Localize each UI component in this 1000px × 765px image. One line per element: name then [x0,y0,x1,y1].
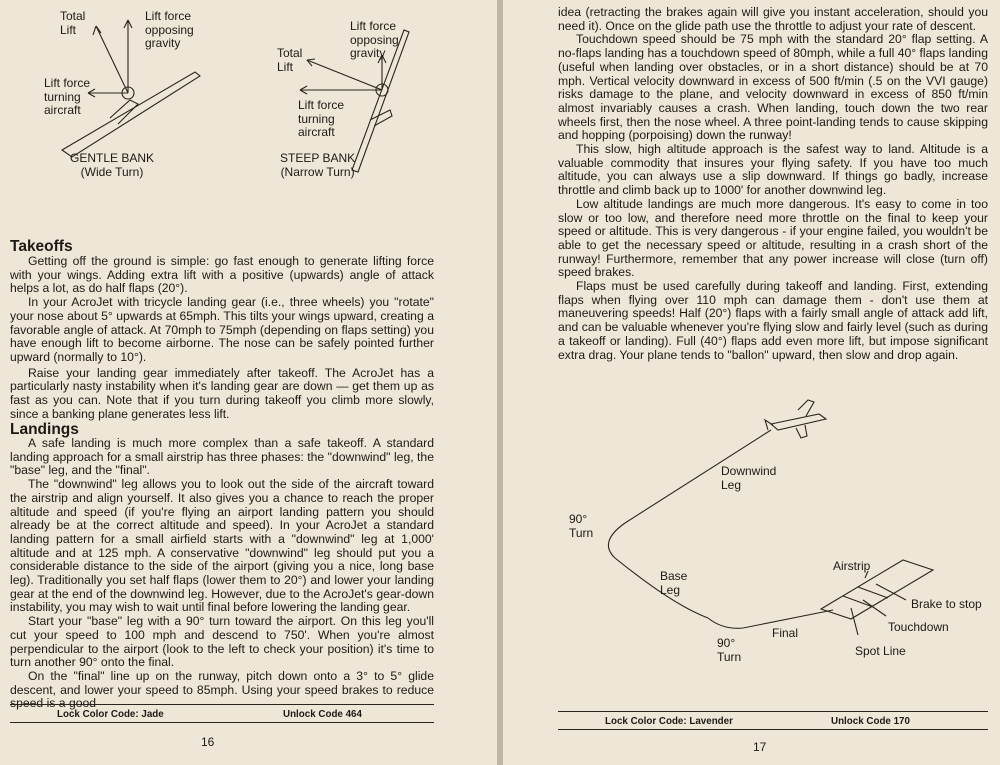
upper-turn-path [608,523,625,558]
gentle-bank-caption: GENTLE BANK (Wide Turn) [70,151,155,179]
landings-paragraph-4: On the "final" line up on the runway, pitch down onto a 3° to 5° glide descent, and lower your speed to 85mph. Using your speed brakes to reduce speed is a good [10,668,434,711]
page-number: 16 [201,735,215,749]
spot-line-label: Spot Line [855,644,906,658]
brake-to-stop-label: Brake to stop [911,597,982,611]
downwind-leg-label: Downwind Leg [721,464,777,492]
right-paragraph-4: Flaps must be used carefully during takeoff and landing. First, extending flaps when flying over 110 mph can damage them - don't use them at maneuvering speeds! Half (20°) flaps with a fairly small angle of attack add lift, and can be valuable whenever you're flying slow and fairly level (such as during a takeoff or landing). Full (40°) flaps add even more lift, but impose significant extra drag. Your plane tends to "ballon" upward, then slow and drop again. [558,279,988,362]
left-page [0,0,497,765]
gentle-lift-turning-label: Lift force turning aircraft [44,76,91,117]
unlock-code: Unlock Code 170 [831,716,910,727]
final-label: Final [772,626,799,640]
steep-bank-caption: STEEP BANK (Narrow Turn) [280,151,356,179]
landings-heading: Landings [10,421,79,438]
gentle-total-lift-label: Total Lift [60,9,86,37]
airstrip-label: Airstrip [833,559,871,573]
landings-paragraph-2: The "downwind" leg allows you to look out the side of the aircraft toward the airstrip and align yourself. It also gives you a chance to reach the proper altitude and speed (if you're flying an airport landing pattern you should already be at the correct altitude and speed). In your AcroJet a standard landing pattern for a small airfield starts with a "downwind" leg at 1,000' altitude and at 125 mph. A conservative "downwind" leg should put you a considerable distance to the side of the airport (giving you a nice, long base leg). Traditionally you set half flaps (lower them to 20°) and lower your landing gear at the end of the downwind leg. However, due to the AcroJet's gear-down instability, you may wish to wait until final before lowering the landing gear. [10,477,434,615]
landings-paragraph-3: Start your "base" leg with a 90° turn toward the airport. On this leg you'll cut your speed to 100 mph and descend to 750'. When you're almost perpendicular to the airport (look to the left to check your position) it's time to turn another 90° onto the final. [10,614,434,670]
base-leg-label: Base Leg [660,569,688,597]
touchdown-label: Touchdown [888,620,949,634]
landings-section [10,437,434,711]
takeoffs-heading: Takeoffs [10,238,73,255]
gentle-lift-opposing-label: Lift force opposing gravity [145,9,194,50]
landing-pattern-diagram [503,390,1000,690]
takeoffs-section [10,255,434,421]
final-leg-path [708,610,833,628]
upper-turn-label: 90° Turn [569,512,594,540]
steep-lift-opposing-label: Lift force opposing gravity [350,19,399,60]
right-paragraph-1: Touchdown speed should be 75 mph with the standard 20° flap setting. A no-flaps landing has a touchdown speed of 80mph, while a full 40° flaps landing (useful when landing over obstacles, or in a short distance) should be at 70 mph. Vertical velocity downward in excess of 500 ft/min (.5 on the VVI gauge) risks damage to the plane, and velocity downward in excess of 850 ft/min almost invariably causes a crash. When landing, touch down the two rear wheels first, then the nose wheel. A three point-landing tends to cause skipping and hopping (porpoising) down the runway! [558,32,988,143]
right-paragraph-3: Low altitude landings are much more dangerous. It's easy to come in too slow or too low, and therefore need more throttle on the final to keep your speed or altitude. This is very dangerous - if your engine failed, you wouldn't be able to get the necessary speed or altitude, resulting in a crash short of the runway! Furthermore, remember that any power increase will close (turn off) speed brakes. [558,196,988,280]
footer-rule [10,704,434,705]
right-text-column [558,6,988,362]
unlock-code: Unlock Code 464 [283,709,362,720]
page-number: 17 [753,740,767,754]
steep-total-lift-label: Total Lift [277,46,303,74]
takeoffs-paragraph-2: In your AcroJet with tricycle landing gear (i.e., three wheels) you "rotate" your nose about 5° upwards at 65mph. This tilts your wings upward, creating a favorable angle of attack. At 70mph to 75mph (depending on flaps setting) you have enough lift to become airborne. The nose can be safely pointed further upward (normally to 10°). [10,295,434,364]
lock-color-code: Lock Color Code: Jade [57,709,164,720]
lock-color-code: Lock Color Code: Lavender [605,716,733,727]
steep-lift-turning-label: Lift force turning aircraft [298,98,345,139]
airplane-icon [765,400,826,438]
takeoffs-paragraph-1: Getting off the ground is simple: go fast enough to generate lifting force with your wings. Adding extra lift with a positive (upwards) angle of attack helps a lot, as do half flaps (20°). [10,254,434,296]
takeoffs-paragraph-3: Raise your landing gear immediately after takeoff. The AcroJet has a particularly nasty instability when it's landing gear are down — get them up as fast as you can. Note that if you turn during takeoff you climb more slowly, since a banking plane generates less lift. [10,365,434,421]
landings-paragraph-1: A safe landing is much more complex than a safe takeoff. A standard landing approach for a small airstrip has three phases: the "downwind" leg, the "base" leg, and the "final". [10,436,434,478]
lower-turn-label: 90° Turn [717,636,742,664]
right-page [503,0,1000,765]
footer-rule [558,711,988,712]
footer-rule-bottom [10,722,434,723]
right-paragraph-0: idea (retracting the brakes again will give you instant acceleration, should you need it). Once on the glide path use the throttle to adjust your rate of descent. [558,5,988,33]
footer-rule-bottom [558,729,988,730]
right-paragraph-2: This slow, high altitude approach is the safest way to land. Altitude is a valuable commodity that insures your flying safety. If you have too much altitude, you can always use a slip downward. If things go badly, increase throttle and climb back up to 1000' for another downwind leg. [558,142,988,198]
